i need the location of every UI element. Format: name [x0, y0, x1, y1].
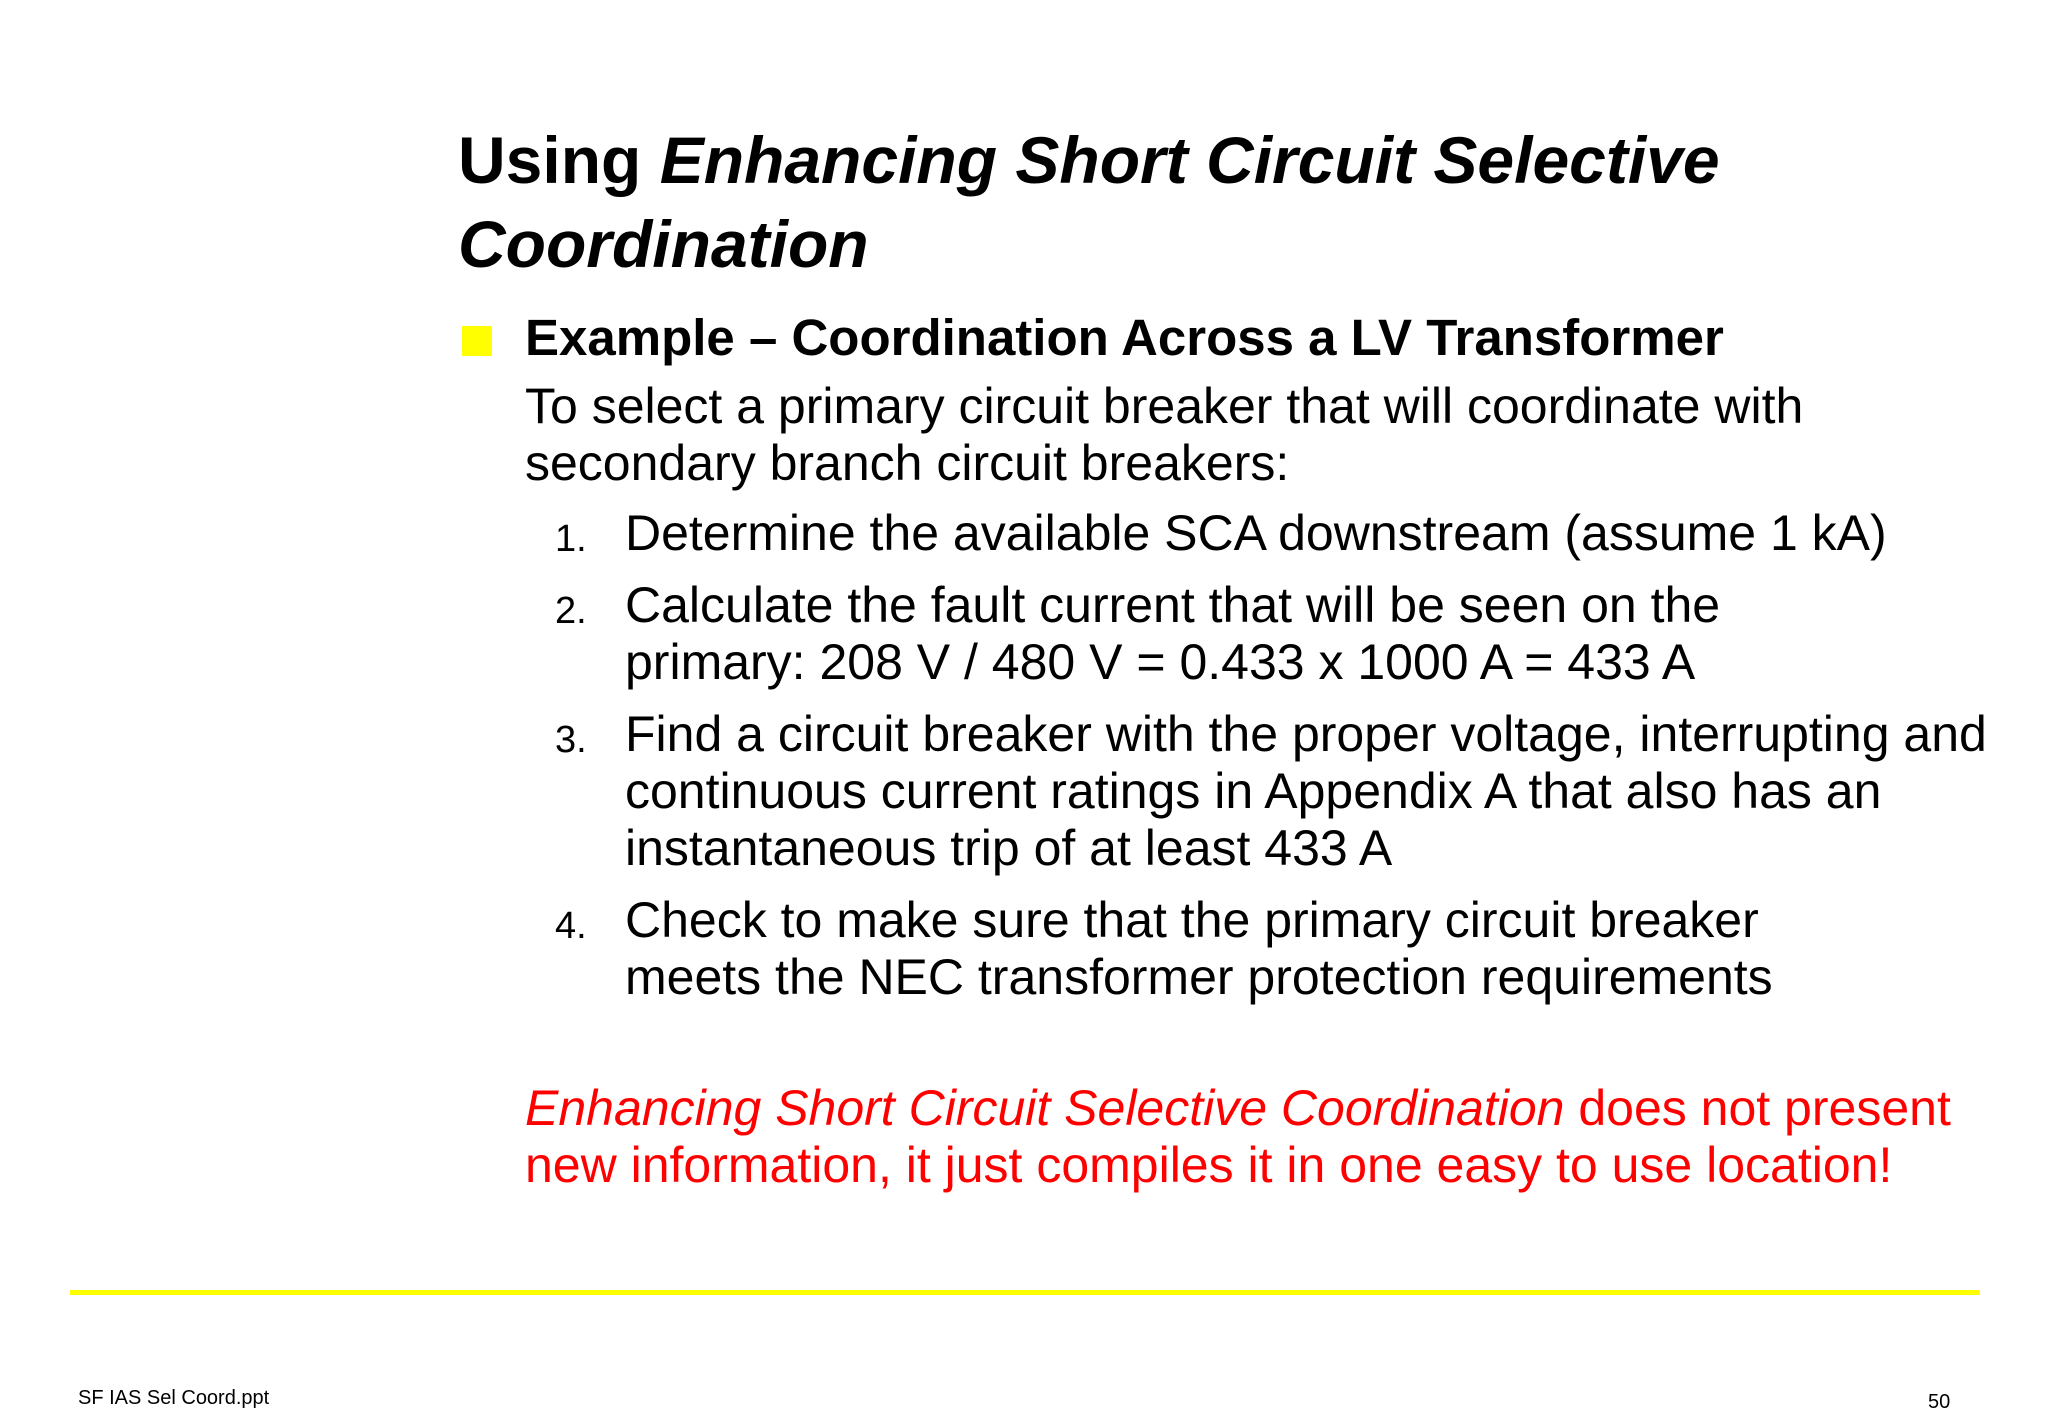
step-item [525, 706, 2025, 877]
bullet-heading: Example – Coordination Across a LV Transformer [525, 309, 1724, 366]
title-plain: Using [458, 123, 660, 197]
step-item [525, 505, 2025, 562]
square-bullet-icon [462, 326, 492, 356]
slide-title [458, 118, 1958, 286]
step-number: 2. [555, 590, 587, 632]
footer-divider [70, 1290, 1980, 1295]
note-rest: does not present new information, it just compiles it in one easy to use location! [525, 1080, 1951, 1193]
step-item [525, 577, 2025, 691]
step-number: 1. [555, 518, 587, 560]
intro-text: To select a primary circuit breaker that will coordinate with secondary branch circuit breakers: [525, 378, 1804, 491]
step-text: Find a circuit breaker with the proper voltage, interrupting and continuous current ratings in Appendix A that also has an instantaneous trip of at least 433 A [625, 706, 1987, 876]
step-item [525, 892, 2025, 1006]
step-number: 4. [555, 905, 587, 947]
note-italic: Enhancing Short Circuit Selective Coordination [525, 1080, 1565, 1136]
footer-filename: SF IAS Sel Coord.ppt [78, 1387, 270, 1409]
step-text: Calculate the fault current that will be seen on the primary: 208 V / 480 V = 0.433 x 1000 A = 433 A [625, 577, 1721, 690]
closing-note [525, 1080, 2005, 1194]
numbered-steps [525, 505, 2025, 1021]
step-number: 3. [555, 719, 587, 761]
step-text: Determine the available SCA downstream (assume 1 kA) [625, 505, 1887, 561]
step-text: Check to make sure that the primary circuit breaker meets the NEC transformer protection requirements [625, 892, 1773, 1005]
page-number: 50 [1928, 1391, 1951, 1413]
title-italic: Enhancing Short Circuit Selective Coordination [458, 123, 1720, 281]
